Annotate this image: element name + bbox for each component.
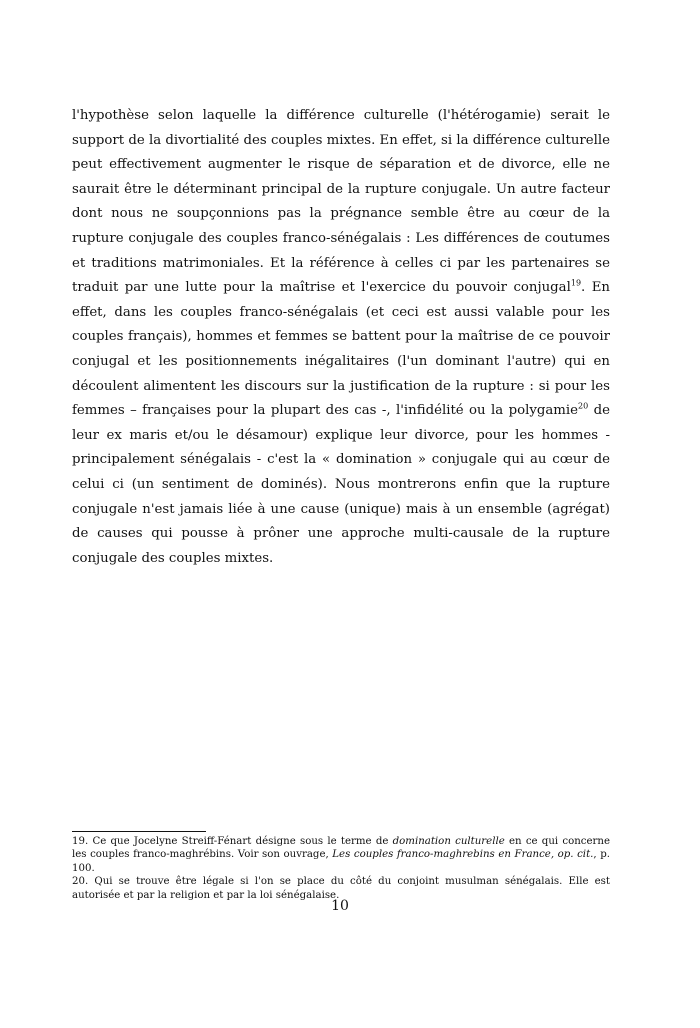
body-text-part-2: . En effet, dans les couples franco-sénégalais (et ceci est aussi valable pour les couples français), hommes et femmes se battent pour la maîtrise de ce pouvoir conjugal et les positionnements inégalitaires (l'un dominant l'autre) qui en découlent alimentent les discours sur la justification de la rupture : si pour les femmes – françaises pour la plupart des cas -, l'infidélité ou la polygamie bbox=[72, 280, 610, 419]
footnotes bbox=[72, 835, 610, 902]
footnote-20: 20. Qui se trouve être légale si l'on se place du côté du conjoint musulman sénégalais. Elle est autorisée et par la religion et par la loi sénégalaise. bbox=[72, 876, 610, 901]
footnote-19-text-a: 19. Ce que Jocelyne Streiff-Fénart désigne sous le terme de bbox=[72, 836, 393, 847]
footnote-19-book-title: Les couples franco-maghrebins en France, op. cit. bbox=[332, 849, 594, 861]
body-text-part-1: l'hypothèse selon laquelle la différence culturelle (l'hétérogamie) serait le support de la divortialité des couples mixtes. En effet, si la différence culturelle peut effectivement augmenter le risque de séparation et de divorce, elle ne saurait être le déterminant principal de la rupture conjugale. Un autre facteur dont nous ne soupçonnions pas la prégnance semble être au cœur de la rupture conjugale des couples franco-sénégalais : Les différences de coutumes et traditions matrimoniales. Et la référence à celles ci par les partenaires se traduit par une lutte pour la maîtrise et l'exercice du pouvoir conjugal bbox=[72, 108, 610, 296]
page-number: 10 bbox=[331, 898, 349, 914]
footnote-ref-20[interactable]: 20 bbox=[578, 401, 589, 411]
footnote-19-text-c: , p. 100. bbox=[72, 849, 610, 874]
footnote-19-text-b: en ce qui concerne les couples franco-maghrébins. Voir son ouvrage, bbox=[72, 836, 610, 861]
footnote-19-italic-term: domination culturelle bbox=[392, 836, 505, 847]
footnote-19 bbox=[72, 835, 610, 875]
footnote-separator bbox=[72, 831, 206, 832]
footnote-ref-19[interactable]: 19 bbox=[570, 278, 582, 288]
body-text-part-3: de leur ex maris et/ou le désamour) explique leur divorce, pour les hommes - principalement sénégalais - c'est la « domination » conjugale qui au cœur de celui ci (un sentiment de dominés). Nous montrerons enfin que la rupture conjugale n'est jamais liée à une cause (unique) mais à un ensemble (agrégat) de causes qui pousse à prôner une approche multi-causale de la rupture conjugale des couples mixtes. bbox=[72, 403, 610, 566]
body-paragraph bbox=[72, 104, 610, 571]
